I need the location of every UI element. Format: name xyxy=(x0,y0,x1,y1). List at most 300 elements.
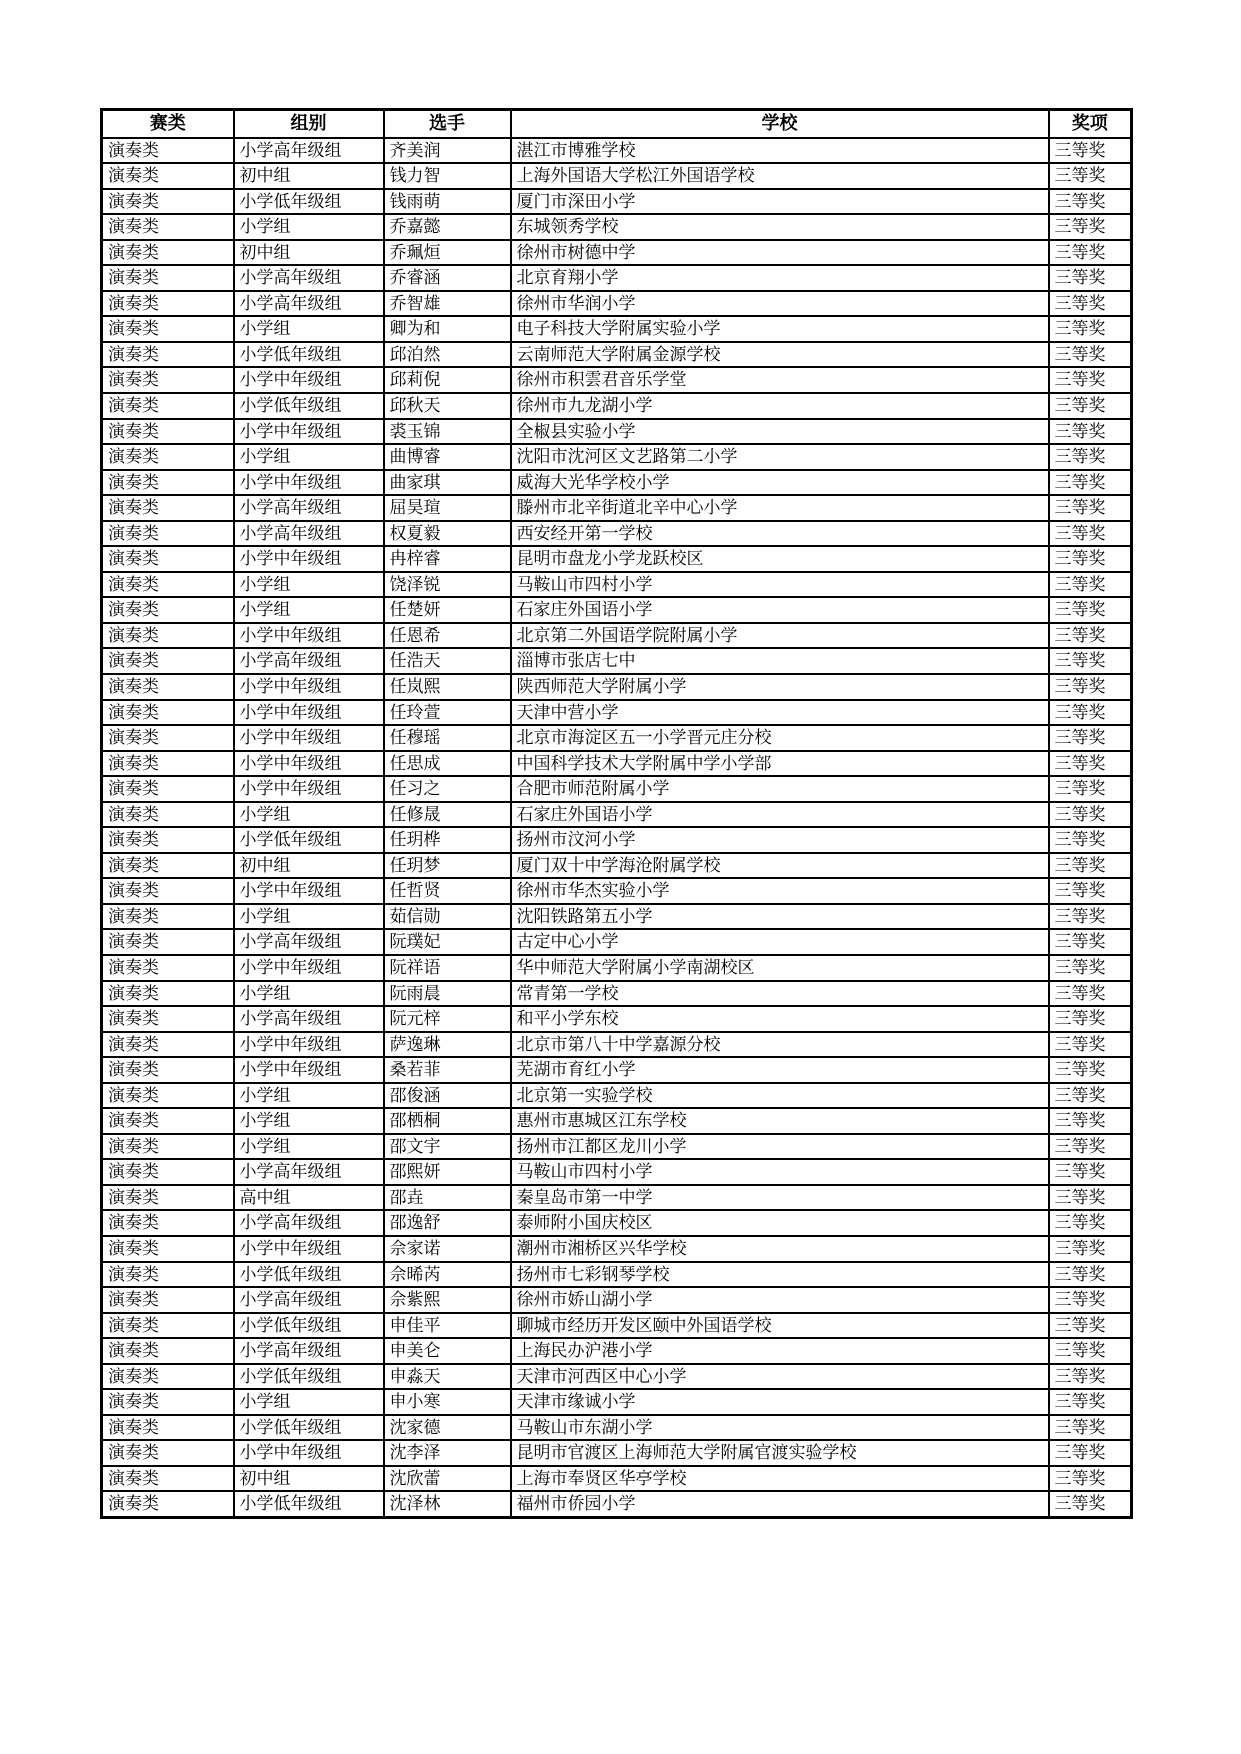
cell-award: 三等奖 xyxy=(1049,776,1132,802)
cell-contestant: 邵逸舒 xyxy=(384,1210,511,1236)
cell-group: 小学组 xyxy=(234,904,384,930)
cell-category: 演奏类 xyxy=(102,1185,234,1211)
cell-school: 北京第二外国语学院附属小学 xyxy=(511,623,1049,649)
cell-award: 三等奖 xyxy=(1049,393,1132,419)
cell-category: 演奏类 xyxy=(102,853,234,879)
cell-school: 厦门市深田小学 xyxy=(511,189,1049,215)
cell-category: 演奏类 xyxy=(102,1440,234,1466)
cell-contestant: 申美仑 xyxy=(384,1338,511,1364)
column-header-contestant: 选手 xyxy=(384,110,511,138)
table-row xyxy=(102,725,1132,751)
column-header-award: 奖项 xyxy=(1049,110,1132,138)
cell-school: 石家庄外国语小学 xyxy=(511,597,1049,623)
cell-school: 湛江市博雅学校 xyxy=(511,138,1049,164)
cell-school: 泰师附小国庆校区 xyxy=(511,1210,1049,1236)
cell-group: 小学组 xyxy=(234,802,384,828)
cell-contestant: 邵熙妍 xyxy=(384,1159,511,1185)
cell-group: 小学低年级组 xyxy=(234,1364,384,1390)
cell-school: 北京第一实验学校 xyxy=(511,1083,1049,1109)
cell-category: 演奏类 xyxy=(102,1108,234,1134)
table-row xyxy=(102,1134,1132,1160)
cell-award: 三等奖 xyxy=(1049,878,1132,904)
table-row xyxy=(102,342,1132,368)
cell-school: 秦皇岛市第一中学 xyxy=(511,1185,1049,1211)
cell-category: 演奏类 xyxy=(102,725,234,751)
table-row xyxy=(102,751,1132,777)
cell-category: 演奏类 xyxy=(102,163,234,189)
cell-category: 演奏类 xyxy=(102,648,234,674)
cell-school: 马鞍山市四村小学 xyxy=(511,1159,1049,1185)
cell-category: 演奏类 xyxy=(102,776,234,802)
cell-award: 三等奖 xyxy=(1049,1159,1132,1185)
cell-contestant: 任岚熙 xyxy=(384,674,511,700)
cell-contestant: 齐美润 xyxy=(384,138,511,164)
cell-school: 上海民办沪港小学 xyxy=(511,1338,1049,1364)
cell-category: 演奏类 xyxy=(102,1389,234,1415)
cell-category: 演奏类 xyxy=(102,1466,234,1492)
cell-award: 三等奖 xyxy=(1049,546,1132,572)
cell-category: 演奏类 xyxy=(102,674,234,700)
cell-category: 演奏类 xyxy=(102,214,234,240)
cell-award: 三等奖 xyxy=(1049,1057,1132,1083)
cell-category: 演奏类 xyxy=(102,1338,234,1364)
cell-category: 演奏类 xyxy=(102,700,234,726)
table-row xyxy=(102,1006,1132,1032)
cell-category: 演奏类 xyxy=(102,444,234,470)
cell-award: 三等奖 xyxy=(1049,419,1132,445)
cell-contestant: 桑若菲 xyxy=(384,1057,511,1083)
cell-category: 演奏类 xyxy=(102,1134,234,1160)
cell-contestant: 沈家德 xyxy=(384,1415,511,1441)
column-header-category: 赛类 xyxy=(102,110,234,138)
table-row xyxy=(102,929,1132,955)
cell-award: 三等奖 xyxy=(1049,929,1132,955)
table-row xyxy=(102,981,1132,1007)
cell-category: 演奏类 xyxy=(102,1491,234,1517)
table-row xyxy=(102,470,1132,496)
cell-group: 小学中年级组 xyxy=(234,674,384,700)
cell-school: 马鞍山市东湖小学 xyxy=(511,1415,1049,1441)
table-row xyxy=(102,904,1132,930)
table-row xyxy=(102,444,1132,470)
cell-contestant: 申淼天 xyxy=(384,1364,511,1390)
cell-group: 小学高年级组 xyxy=(234,521,384,547)
cell-category: 演奏类 xyxy=(102,367,234,393)
table-row xyxy=(102,878,1132,904)
table-row xyxy=(102,419,1132,445)
cell-category: 演奏类 xyxy=(102,521,234,547)
cell-group: 小学中年级组 xyxy=(234,776,384,802)
cell-award: 三等奖 xyxy=(1049,240,1132,266)
cell-school: 滕州市北辛街道北辛中心小学 xyxy=(511,495,1049,521)
cell-contestant: 任习之 xyxy=(384,776,511,802)
cell-group: 小学组 xyxy=(234,1389,384,1415)
cell-group: 高中组 xyxy=(234,1185,384,1211)
cell-group: 小学组 xyxy=(234,214,384,240)
cell-award: 三等奖 xyxy=(1049,1134,1132,1160)
cell-group: 小学高年级组 xyxy=(234,1338,384,1364)
cell-group: 小学中年级组 xyxy=(234,1057,384,1083)
table-row xyxy=(102,521,1132,547)
cell-award: 三等奖 xyxy=(1049,904,1132,930)
cell-school: 淄博市张店七中 xyxy=(511,648,1049,674)
cell-award: 三等奖 xyxy=(1049,623,1132,649)
cell-group: 小学组 xyxy=(234,1108,384,1134)
table-row xyxy=(102,955,1132,981)
cell-group: 初中组 xyxy=(234,240,384,266)
cell-contestant: 任恩希 xyxy=(384,623,511,649)
cell-award: 三等奖 xyxy=(1049,674,1132,700)
cell-contestant: 沈欣蕾 xyxy=(384,1466,511,1492)
table-row xyxy=(102,1185,1132,1211)
cell-group: 小学中年级组 xyxy=(234,546,384,572)
cell-category: 演奏类 xyxy=(102,802,234,828)
cell-group: 小学低年级组 xyxy=(234,393,384,419)
cell-category: 演奏类 xyxy=(102,393,234,419)
cell-award: 三等奖 xyxy=(1049,1083,1132,1109)
cell-category: 演奏类 xyxy=(102,1313,234,1339)
table-row xyxy=(102,853,1132,879)
cell-group: 小学高年级组 xyxy=(234,1159,384,1185)
cell-contestant: 任思成 xyxy=(384,751,511,777)
cell-school: 合肥市师范附属小学 xyxy=(511,776,1049,802)
cell-award: 三等奖 xyxy=(1049,495,1132,521)
cell-school: 陕西师范大学附属小学 xyxy=(511,674,1049,700)
table-row xyxy=(102,1287,1132,1313)
cell-group: 小学中年级组 xyxy=(234,1236,384,1262)
cell-school: 西安经开第一学校 xyxy=(511,521,1049,547)
cell-contestant: 卿为和 xyxy=(384,316,511,342)
cell-school: 厦门双十中学海沧附属学校 xyxy=(511,853,1049,879)
cell-contestant: 乔智雄 xyxy=(384,291,511,317)
table-body xyxy=(102,138,1132,1518)
cell-contestant: 任浩天 xyxy=(384,648,511,674)
cell-award: 三等奖 xyxy=(1049,1389,1132,1415)
cell-school: 扬州市江都区龙川小学 xyxy=(511,1134,1049,1160)
cell-school: 东城领秀学校 xyxy=(511,214,1049,240)
cell-contestant: 阮元梓 xyxy=(384,1006,511,1032)
cell-group: 小学高年级组 xyxy=(234,648,384,674)
cell-school: 北京市海淀区五一小学晋元庄分校 xyxy=(511,725,1049,751)
cell-award: 三等奖 xyxy=(1049,470,1132,496)
cell-group: 小学组 xyxy=(234,316,384,342)
cell-category: 演奏类 xyxy=(102,546,234,572)
table-row xyxy=(102,367,1132,393)
table-row xyxy=(102,1262,1132,1288)
cell-category: 演奏类 xyxy=(102,929,234,955)
cell-group: 小学高年级组 xyxy=(234,929,384,955)
cell-contestant: 沈李泽 xyxy=(384,1440,511,1466)
cell-category: 演奏类 xyxy=(102,342,234,368)
table-row xyxy=(102,265,1132,291)
cell-contestant: 屈昊瑄 xyxy=(384,495,511,521)
cell-award: 三等奖 xyxy=(1049,214,1132,240)
cell-award: 三等奖 xyxy=(1049,597,1132,623)
cell-contestant: 邵垚 xyxy=(384,1185,511,1211)
cell-contestant: 佘家诺 xyxy=(384,1236,511,1262)
cell-contestant: 钱力智 xyxy=(384,163,511,189)
table-row xyxy=(102,572,1132,598)
table-row xyxy=(102,1210,1132,1236)
cell-award: 三等奖 xyxy=(1049,316,1132,342)
cell-group: 小学中年级组 xyxy=(234,419,384,445)
cell-school: 电子科技大学附属实验小学 xyxy=(511,316,1049,342)
cell-school: 徐州市娇山湖小学 xyxy=(511,1287,1049,1313)
cell-category: 演奏类 xyxy=(102,827,234,853)
cell-group: 小学组 xyxy=(234,572,384,598)
cell-school: 潮州市湘桥区兴华学校 xyxy=(511,1236,1049,1262)
cell-category: 演奏类 xyxy=(102,878,234,904)
cell-contestant: 曲博睿 xyxy=(384,444,511,470)
cell-category: 演奏类 xyxy=(102,1006,234,1032)
cell-award: 三等奖 xyxy=(1049,367,1132,393)
cell-school: 天津市缘诚小学 xyxy=(511,1389,1049,1415)
cell-group: 小学高年级组 xyxy=(234,138,384,164)
cell-award: 三等奖 xyxy=(1049,1338,1132,1364)
table-header xyxy=(102,110,1132,138)
cell-category: 演奏类 xyxy=(102,597,234,623)
cell-group: 小学高年级组 xyxy=(234,1287,384,1313)
table-row xyxy=(102,546,1132,572)
cell-contestant: 茹信勋 xyxy=(384,904,511,930)
cell-group: 小学低年级组 xyxy=(234,1313,384,1339)
cell-contestant: 邵文宇 xyxy=(384,1134,511,1160)
table-row xyxy=(102,1159,1132,1185)
table-row xyxy=(102,291,1132,317)
table-row xyxy=(102,393,1132,419)
cell-contestant: 邵栖桐 xyxy=(384,1108,511,1134)
cell-award: 三等奖 xyxy=(1049,1491,1132,1517)
cell-school: 和平小学东校 xyxy=(511,1006,1049,1032)
cell-contestant: 申小寒 xyxy=(384,1389,511,1415)
cell-award: 三等奖 xyxy=(1049,521,1132,547)
cell-school: 上海市奉贤区华亭学校 xyxy=(511,1466,1049,1492)
cell-award: 三等奖 xyxy=(1049,1466,1132,1492)
table-row xyxy=(102,163,1132,189)
cell-group: 小学中年级组 xyxy=(234,367,384,393)
cell-contestant: 阮祥语 xyxy=(384,955,511,981)
cell-category: 演奏类 xyxy=(102,1236,234,1262)
cell-school: 沈阳铁路第五小学 xyxy=(511,904,1049,930)
table-row xyxy=(102,1389,1132,1415)
table-row xyxy=(102,802,1132,828)
table-row xyxy=(102,1440,1132,1466)
cell-group: 小学中年级组 xyxy=(234,751,384,777)
cell-award: 三等奖 xyxy=(1049,1440,1132,1466)
cell-contestant: 阮璞妃 xyxy=(384,929,511,955)
cell-contestant: 权夏毅 xyxy=(384,521,511,547)
cell-school: 全椒县实验小学 xyxy=(511,419,1049,445)
cell-award: 三等奖 xyxy=(1049,648,1132,674)
cell-category: 演奏类 xyxy=(102,1159,234,1185)
cell-award: 三等奖 xyxy=(1049,981,1132,1007)
cell-group: 小学组 xyxy=(234,981,384,1007)
cell-group: 小学组 xyxy=(234,1083,384,1109)
cell-award: 三等奖 xyxy=(1049,1236,1132,1262)
table-row xyxy=(102,597,1132,623)
table-row xyxy=(102,1364,1132,1390)
cell-category: 演奏类 xyxy=(102,1262,234,1288)
cell-category: 演奏类 xyxy=(102,419,234,445)
cell-group: 小学中年级组 xyxy=(234,1032,384,1058)
cell-award: 三等奖 xyxy=(1049,955,1132,981)
cell-school: 昆明市官渡区上海师范大学附属官渡实验学校 xyxy=(511,1440,1049,1466)
cell-school: 云南师范大学附属金源学校 xyxy=(511,342,1049,368)
cell-award: 三等奖 xyxy=(1049,572,1132,598)
cell-award: 三等奖 xyxy=(1049,827,1132,853)
cell-school: 马鞍山市四村小学 xyxy=(511,572,1049,598)
cell-award: 三等奖 xyxy=(1049,1262,1132,1288)
table-row xyxy=(102,316,1132,342)
table-row xyxy=(102,623,1132,649)
cell-group: 小学中年级组 xyxy=(234,470,384,496)
cell-contestant: 任楚妍 xyxy=(384,597,511,623)
cell-group: 小学低年级组 xyxy=(234,342,384,368)
cell-contestant: 阮雨晨 xyxy=(384,981,511,1007)
cell-award: 三等奖 xyxy=(1049,1006,1132,1032)
cell-category: 演奏类 xyxy=(102,495,234,521)
cell-award: 三等奖 xyxy=(1049,342,1132,368)
cell-contestant: 邱秋天 xyxy=(384,393,511,419)
cell-group: 小学低年级组 xyxy=(234,1262,384,1288)
cell-award: 三等奖 xyxy=(1049,853,1132,879)
cell-school: 中国科学技术大学附属中学小学部 xyxy=(511,751,1049,777)
cell-school: 聊城市经历开发区颐中外国语学校 xyxy=(511,1313,1049,1339)
cell-category: 演奏类 xyxy=(102,1083,234,1109)
cell-category: 演奏类 xyxy=(102,1287,234,1313)
cell-school: 上海外国语大学松江外国语学校 xyxy=(511,163,1049,189)
table-row xyxy=(102,674,1132,700)
cell-group: 小学中年级组 xyxy=(234,878,384,904)
cell-contestant: 申佳平 xyxy=(384,1313,511,1339)
cell-contestant: 任穆瑶 xyxy=(384,725,511,751)
cell-school: 芜湖市育红小学 xyxy=(511,1057,1049,1083)
cell-award: 三等奖 xyxy=(1049,1185,1132,1211)
cell-contestant: 曲家琪 xyxy=(384,470,511,496)
table-row xyxy=(102,1338,1132,1364)
cell-group: 小学中年级组 xyxy=(234,623,384,649)
cell-group: 小学组 xyxy=(234,597,384,623)
cell-contestant: 萨逸琳 xyxy=(384,1032,511,1058)
cell-school: 徐州市树德中学 xyxy=(511,240,1049,266)
cell-award: 三等奖 xyxy=(1049,1313,1132,1339)
table-row xyxy=(102,1108,1132,1134)
cell-award: 三等奖 xyxy=(1049,1364,1132,1390)
cell-school: 福州市侨园小学 xyxy=(511,1491,1049,1517)
cell-category: 演奏类 xyxy=(102,751,234,777)
cell-school: 威海大光华学校小学 xyxy=(511,470,1049,496)
cell-group: 小学组 xyxy=(234,444,384,470)
cell-category: 演奏类 xyxy=(102,1210,234,1236)
cell-contestant: 饶泽锐 xyxy=(384,572,511,598)
award-results-table xyxy=(100,108,1133,1519)
cell-award: 三等奖 xyxy=(1049,189,1132,215)
cell-contestant: 裘玉锦 xyxy=(384,419,511,445)
table-row xyxy=(102,1057,1132,1083)
cell-award: 三等奖 xyxy=(1049,700,1132,726)
table-row xyxy=(102,240,1132,266)
cell-award: 三等奖 xyxy=(1049,1032,1132,1058)
cell-school: 扬州市七彩钢琴学校 xyxy=(511,1262,1049,1288)
cell-school: 徐州市华杰实验小学 xyxy=(511,878,1049,904)
table-row xyxy=(102,214,1132,240)
table-row xyxy=(102,1415,1132,1441)
cell-group: 小学高年级组 xyxy=(234,265,384,291)
cell-group: 小学高年级组 xyxy=(234,495,384,521)
cell-category: 演奏类 xyxy=(102,904,234,930)
cell-group: 小学低年级组 xyxy=(234,1491,384,1517)
cell-group: 小学低年级组 xyxy=(234,189,384,215)
cell-category: 演奏类 xyxy=(102,240,234,266)
cell-contestant: 任玥桦 xyxy=(384,827,511,853)
cell-school: 天津市河西区中心小学 xyxy=(511,1364,1049,1390)
cell-category: 演奏类 xyxy=(102,1415,234,1441)
cell-contestant: 乔嘉懿 xyxy=(384,214,511,240)
cell-contestant: 邱莉倪 xyxy=(384,367,511,393)
table-row xyxy=(102,1083,1132,1109)
column-header-group: 组别 xyxy=(234,110,384,138)
cell-award: 三等奖 xyxy=(1049,1287,1132,1313)
cell-school: 徐州市积雲君音乐学堂 xyxy=(511,367,1049,393)
table-row xyxy=(102,1491,1132,1517)
cell-award: 三等奖 xyxy=(1049,802,1132,828)
table-row xyxy=(102,827,1132,853)
cell-group: 小学高年级组 xyxy=(234,1210,384,1236)
cell-school: 徐州市华润小学 xyxy=(511,291,1049,317)
cell-award: 三等奖 xyxy=(1049,1210,1132,1236)
cell-school: 昆明市盘龙小学龙跃校区 xyxy=(511,546,1049,572)
cell-contestant: 任修晟 xyxy=(384,802,511,828)
cell-group: 初中组 xyxy=(234,1466,384,1492)
cell-group: 小学高年级组 xyxy=(234,1006,384,1032)
cell-award: 三等奖 xyxy=(1049,138,1132,164)
cell-category: 演奏类 xyxy=(102,138,234,164)
cell-school: 惠州市惠城区江东学校 xyxy=(511,1108,1049,1134)
cell-category: 演奏类 xyxy=(102,1364,234,1390)
cell-group: 初中组 xyxy=(234,853,384,879)
table-row xyxy=(102,1466,1132,1492)
table-row xyxy=(102,776,1132,802)
table-row xyxy=(102,700,1132,726)
table-row xyxy=(102,648,1132,674)
cell-award: 三等奖 xyxy=(1049,1415,1132,1441)
table-row xyxy=(102,495,1132,521)
table-row xyxy=(102,1313,1132,1339)
cell-award: 三等奖 xyxy=(1049,1108,1132,1134)
cell-contestant: 佘晞芮 xyxy=(384,1262,511,1288)
cell-contestant: 任哲贤 xyxy=(384,878,511,904)
cell-school: 北京育翔小学 xyxy=(511,265,1049,291)
cell-school: 沈阳市沈河区文艺路第二小学 xyxy=(511,444,1049,470)
cell-category: 演奏类 xyxy=(102,291,234,317)
cell-award: 三等奖 xyxy=(1049,163,1132,189)
cell-group: 初中组 xyxy=(234,163,384,189)
cell-group: 小学中年级组 xyxy=(234,955,384,981)
cell-category: 演奏类 xyxy=(102,981,234,1007)
cell-award: 三等奖 xyxy=(1049,444,1132,470)
cell-category: 演奏类 xyxy=(102,1032,234,1058)
cell-category: 演奏类 xyxy=(102,623,234,649)
cell-group: 小学组 xyxy=(234,1134,384,1160)
cell-contestant: 沈泽林 xyxy=(384,1491,511,1517)
cell-school: 华中师范大学附属小学南湖校区 xyxy=(511,955,1049,981)
cell-category: 演奏类 xyxy=(102,1057,234,1083)
cell-group: 小学中年级组 xyxy=(234,1440,384,1466)
cell-contestant: 佘紫熙 xyxy=(384,1287,511,1313)
column-header-school: 学校 xyxy=(511,110,1049,138)
cell-school: 徐州市九龙湖小学 xyxy=(511,393,1049,419)
cell-contestant: 乔珮烜 xyxy=(384,240,511,266)
